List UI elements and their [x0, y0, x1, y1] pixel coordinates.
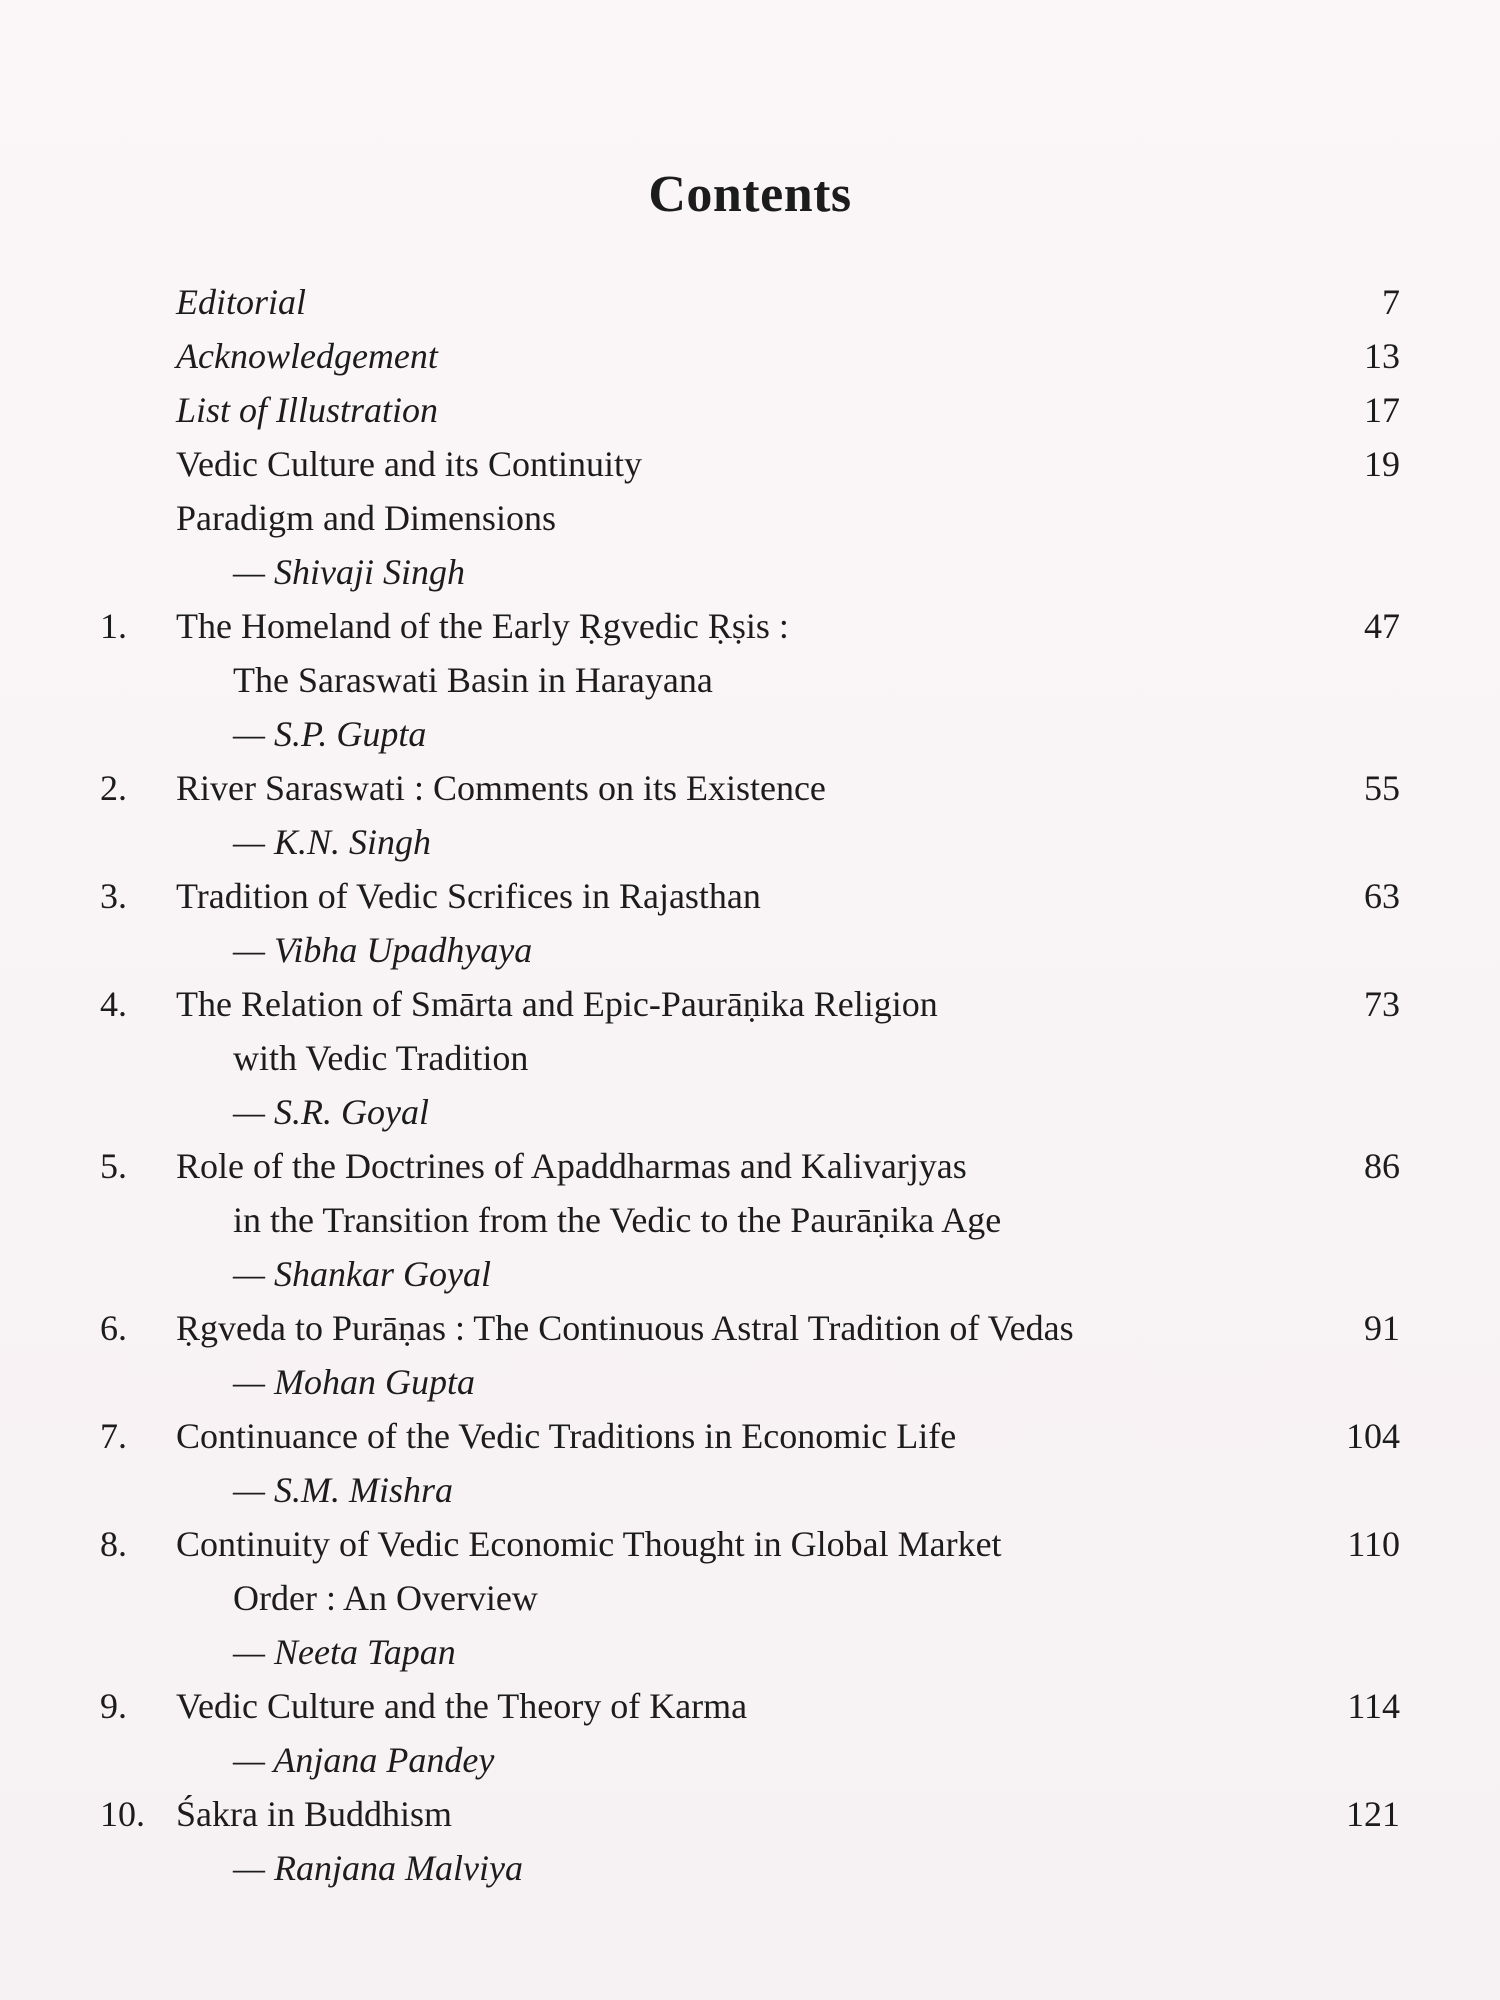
toc-chapter-4	[100, 977, 1400, 1031]
toc-entry-title: Acknowledgement	[176, 336, 438, 376]
toc-entry-title: Order : An Overview	[233, 1578, 538, 1618]
toc-entry-author	[100, 1463, 1400, 1517]
toc-page-number: 104	[1346, 1416, 1400, 1456]
table-of-contents	[100, 275, 1400, 1895]
toc-page-number: 19	[1364, 444, 1400, 484]
toc-entry-title-continued	[100, 653, 1400, 707]
toc-chapter-10	[100, 1787, 1400, 1841]
toc-author: — Mohan Gupta	[233, 1362, 475, 1402]
toc-page-number: 17	[1364, 390, 1400, 430]
toc-entry-title-continued	[100, 491, 1400, 545]
toc-entry-author	[100, 1247, 1400, 1301]
toc-chapter-2	[100, 761, 1400, 815]
toc-entry-author	[100, 545, 1400, 599]
toc-entry-title: Paradigm and Dimensions	[176, 498, 556, 538]
toc-chapter-9	[100, 1679, 1400, 1733]
chapter-number: 5.	[100, 1146, 127, 1186]
chapter-number: 3.	[100, 876, 127, 916]
toc-entry-author	[100, 815, 1400, 869]
toc-author: — Anjana Pandey	[233, 1740, 495, 1780]
toc-chapter-7	[100, 1409, 1400, 1463]
toc-author: — Shankar Goyal	[233, 1254, 491, 1294]
toc-chapter-8	[100, 1517, 1400, 1571]
toc-chapter-3	[100, 869, 1400, 923]
toc-chapter-5	[100, 1139, 1400, 1193]
toc-entry-intro	[100, 437, 1400, 491]
toc-author: — S.P. Gupta	[233, 714, 427, 754]
toc-entry-title: Editorial	[176, 282, 307, 322]
toc-chapter-1	[100, 599, 1400, 653]
toc-entry-title: Tradition of Vedic Scrifices in Rajasthan	[176, 876, 761, 916]
toc-entry-author	[100, 707, 1400, 761]
toc-page-number: 86	[1364, 1146, 1400, 1186]
toc-entry-title: Ṛgveda to Purāṇas : The Continuous Astral Tradition of Vedas	[176, 1308, 1074, 1348]
toc-author: — S.M. Mishra	[233, 1470, 454, 1510]
toc-page-number: 110	[1347, 1524, 1400, 1564]
toc-entry-list-of-illustration	[100, 383, 1400, 437]
toc-entry-author	[100, 923, 1400, 977]
chapter-number: 2.	[100, 768, 127, 808]
chapter-number: 7.	[100, 1416, 127, 1456]
toc-page-number: 55	[1364, 768, 1400, 808]
toc-entry-title: The Homeland of the Early Ṛgvedic Ṛṣis :	[176, 606, 789, 646]
toc-page-number: 73	[1364, 984, 1400, 1024]
toc-entry-title: The Saraswati Basin in Harayana	[233, 660, 713, 700]
toc-page-number: 91	[1364, 1308, 1400, 1348]
toc-page-number: 7	[1382, 282, 1400, 322]
chapter-number: 8.	[100, 1524, 127, 1564]
toc-entry-author	[100, 1625, 1400, 1679]
toc-entry-author	[100, 1085, 1400, 1139]
toc-entry-title: River Saraswati : Comments on its Existence	[176, 768, 826, 808]
toc-page-number: 47	[1364, 606, 1400, 646]
toc-page-number: 114	[1347, 1686, 1400, 1726]
toc-page-number: 63	[1364, 876, 1400, 916]
chapter-number: 1.	[100, 606, 127, 646]
toc-entry-title: List of Illustration	[176, 390, 439, 430]
toc-author: — K.N. Singh	[233, 822, 432, 862]
toc-chapter-6	[100, 1301, 1400, 1355]
toc-author: — S.R. Goyal	[233, 1092, 429, 1132]
chapter-number: 10.	[100, 1794, 145, 1834]
toc-entry-title: Role of the Doctrines of Apaddharmas and Kalivarjyas	[176, 1146, 967, 1186]
chapter-number: 6.	[100, 1308, 127, 1348]
toc-entry-title: Vedic Culture and the Theory of Karma	[176, 1686, 748, 1726]
toc-entry-author	[100, 1841, 1400, 1895]
toc-author: — Neeta Tapan	[233, 1632, 456, 1672]
page-title: Contents	[648, 166, 852, 223]
toc-page-number: 121	[1346, 1794, 1400, 1834]
toc-entry-title: The Relation of Smārta and Epic-Paurāṇika Religion	[176, 984, 938, 1024]
toc-entry-title: Śakra in Buddhism	[176, 1794, 452, 1834]
toc-entry-title: in the Transition from the Vedic to the Paurāṇika Age	[233, 1200, 1002, 1240]
toc-entry-title-continued	[100, 1571, 1400, 1625]
toc-entry-title-continued	[100, 1193, 1400, 1247]
toc-entry-title: Continuity of Vedic Economic Thought in Global Market	[176, 1524, 1002, 1564]
toc-entry-title: Continuance of the Vedic Traditions in Economic Life	[176, 1416, 957, 1456]
toc-author: — Vibha Upadhyaya	[233, 930, 533, 970]
chapter-number: 9.	[100, 1686, 127, 1726]
chapter-number: 4.	[100, 984, 127, 1024]
toc-entry-acknowledgement	[100, 329, 1400, 383]
toc-author: — Shivaji Singh	[233, 552, 465, 592]
toc-entry-author	[100, 1733, 1400, 1787]
toc-entry-author	[100, 1355, 1400, 1409]
toc-entry-title-continued	[100, 1031, 1400, 1085]
toc-entry-title: Vedic Culture and its Continuity	[176, 444, 642, 484]
toc-entry-editorial	[100, 275, 1400, 329]
toc-entry-title: with Vedic Tradition	[233, 1038, 529, 1078]
toc-page-number: 13	[1364, 336, 1400, 376]
toc-author: — Ranjana Malviya	[233, 1848, 523, 1888]
